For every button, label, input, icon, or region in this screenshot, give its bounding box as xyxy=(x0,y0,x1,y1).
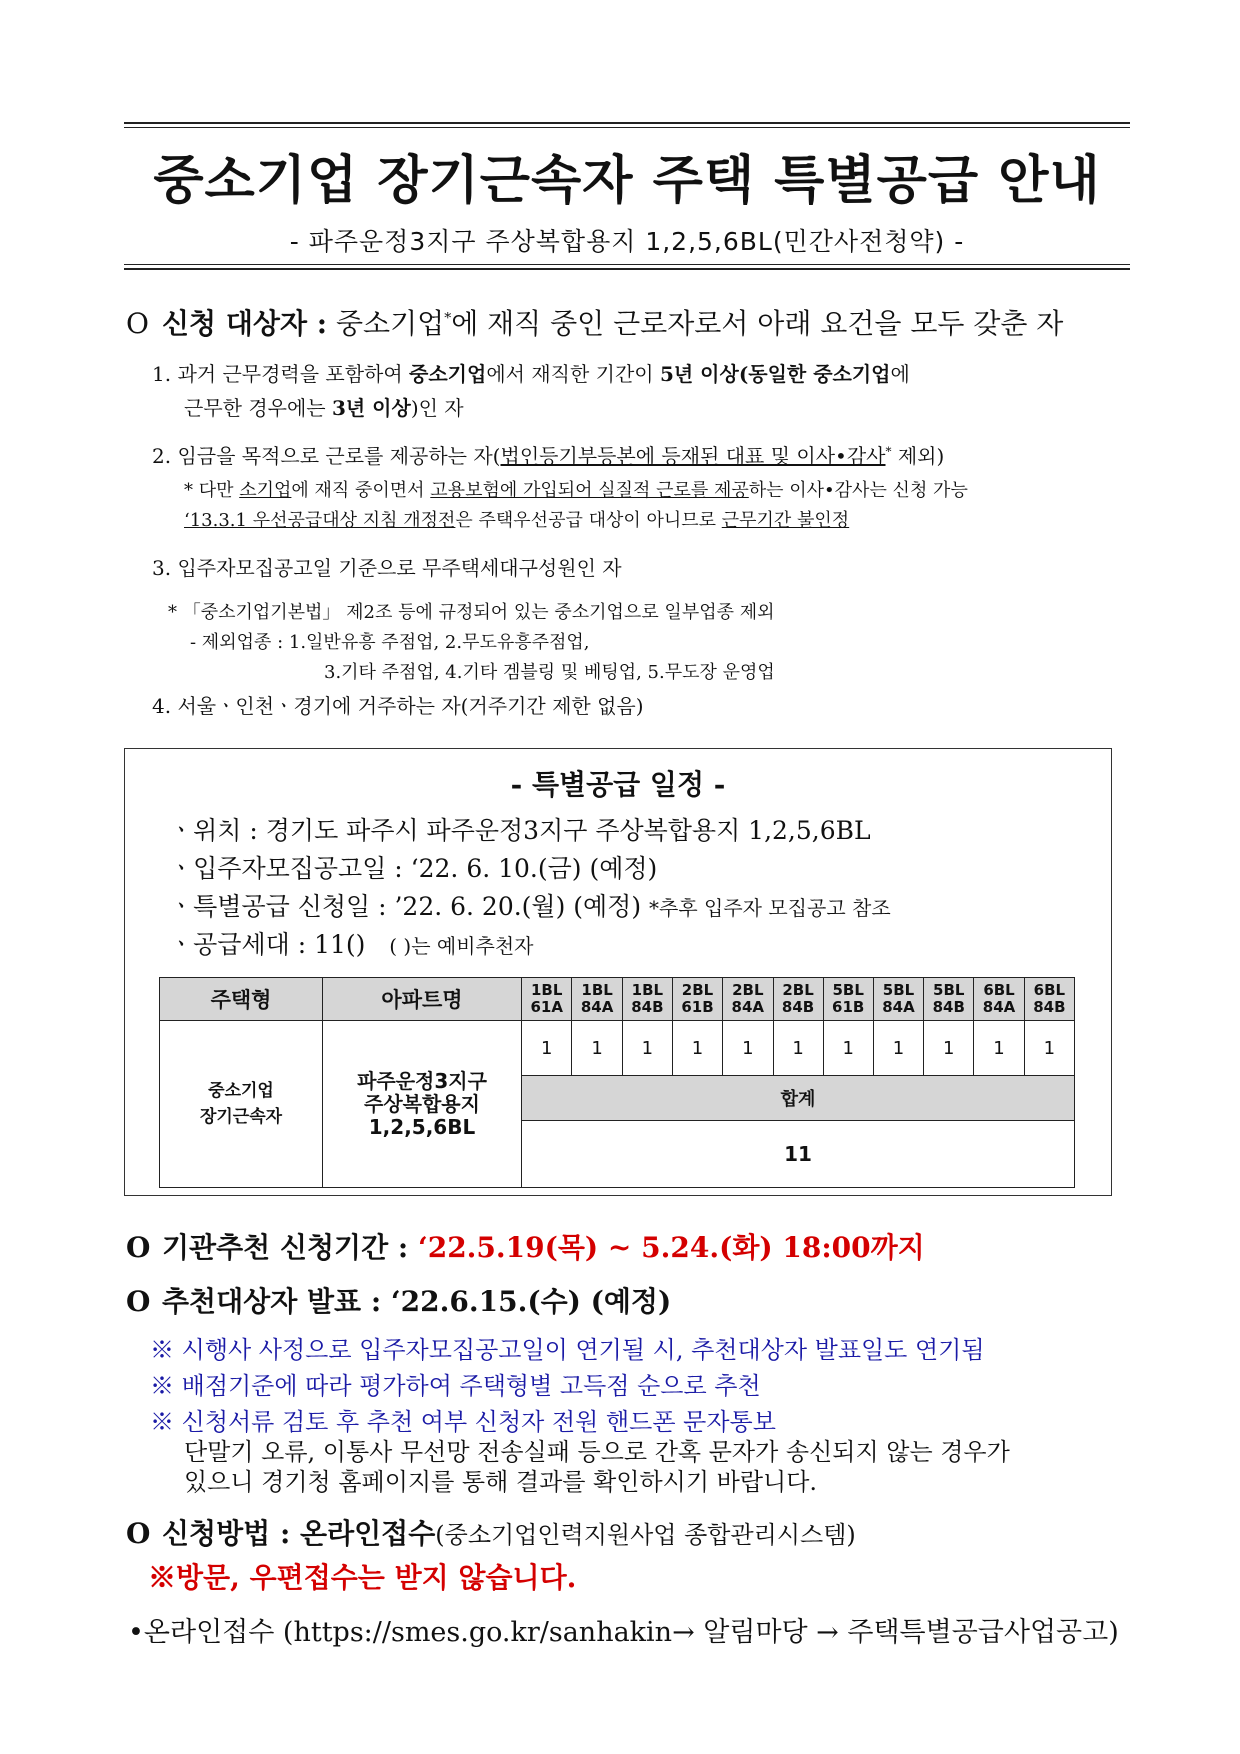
page-subtitle: - 파주운정3지구 주상복합용지 1,2,5,6BL(민간사전청약) - xyxy=(289,227,965,256)
header-unit: 5BL 61B xyxy=(823,978,873,1021)
section-marker: O xyxy=(126,307,149,340)
footnote-excluded-2: 3.기타 주점업, 4.기타 겜블링 및 베팅업, 5.무도장 운영업 xyxy=(324,662,775,683)
cell-count: 1 xyxy=(773,1021,823,1076)
note-postpone: ※ 시행사 사정으로 입주자모집공고일이 연기될 시, 추천대상자 발표일도 연기됨 xyxy=(150,1336,985,1364)
cell-count: 1 xyxy=(622,1021,672,1076)
schedule-households: ㆍ공급세대 : 11() ( )는 예비추천자 xyxy=(169,930,534,959)
cell-apartment-name: 파주운정3지구 주상복합용지 1,2,5,6BL xyxy=(323,1021,522,1188)
header-unit: 2BL 84B xyxy=(773,978,823,1021)
schedule-apply-date: ㆍ특별공급 신청일 : ’22. 6. 20.(월) (예정) *추후 입주자 모집공고 참조 xyxy=(169,892,891,921)
footnote-excluded: - 제외업종 : 1.일반유흥 주점업, 2.무도유흥주점업, xyxy=(190,632,590,653)
method-warning: ※방문, 우편접수는 받지 않습니다. xyxy=(148,1561,577,1594)
top-rule-1 xyxy=(124,122,1130,124)
cell-count: 1 xyxy=(522,1021,572,1076)
supply-table xyxy=(159,977,1075,1188)
header-unit: 6BL 84B xyxy=(1024,978,1074,1021)
footnote-sme-law: * 「중소기업기본법」 제2조 등에 규정되어 있는 중소기업으로 일부업종 제외 xyxy=(168,602,775,623)
header-unit: 5BL 84A xyxy=(873,978,923,1021)
section-applicants: O 신청 대상자 : 중소기업*에 재직 중인 근로자로서 아래 요건을 모두 갖춘 자 xyxy=(126,307,1064,340)
method-online-link[interactable]: •온라인접수 (https://smes.go.kr/sanhakin→ 알림마당 → 주택특별공급사업공고) xyxy=(128,1617,1119,1648)
table-header-row xyxy=(160,978,1075,1021)
note-sms-detail-2: 있으니 경기청 홈페이지를 통해 결과를 확인하시기 바랍니다. xyxy=(184,1468,818,1496)
cell-count: 1 xyxy=(924,1021,974,1076)
header-unit: 2BL 61B xyxy=(672,978,722,1021)
bottom-rule-2 xyxy=(124,268,1130,270)
section-application-period: O 기관추천 신청기간 : ‘22.5.19(목) ~ 5.24.(화) 18:00까지 xyxy=(126,1231,925,1264)
requirement-2-note2: ‘13.3.1 우선공급대상 지침 개정전은 주택우선공급 대상이 아니므로 근무기간 불인정 xyxy=(184,510,850,531)
cell-sum-value: 11 xyxy=(522,1121,1075,1188)
cell-sum-label: 합계 xyxy=(522,1076,1075,1121)
header-unit: 1BL 84B xyxy=(622,978,672,1021)
requirement-2-note1: * 다만 소기업에 재직 중이면서 고용보험에 가입되어 실질적 근로를 제공하는 이사•감사는 신청 가능 xyxy=(184,480,968,501)
cell-count: 1 xyxy=(974,1021,1024,1076)
cell-count: 1 xyxy=(672,1021,722,1076)
note-sms: ※ 신청서류 검토 후 추천 여부 신청자 전원 핸드폰 문자통보 xyxy=(150,1408,776,1436)
schedule-notice-date: ㆍ입주자모집공고일 : ‘22. 6. 10.(금) (예정) xyxy=(169,854,658,883)
cell-count: 1 xyxy=(723,1021,773,1076)
cell-count: 1 xyxy=(873,1021,923,1076)
schedule-location: ㆍ위치 : 경기도 파주시 파주운정3지구 주상복합용지 1,2,5,6BL xyxy=(169,816,871,845)
requirement-2: 2. 임금을 목적으로 근로를 제공하는 자(법인등기부등본에 등재된 대표 및 이사•감사* 제외) xyxy=(152,444,945,468)
header-apartment-name: 아파트명 xyxy=(323,978,522,1021)
cell-housing-type: 중소기업 장기근속자 xyxy=(160,1021,323,1188)
requirement-1-line1: 1. 과거 근무경력을 포함하여 중소기업에서 재직한 기간이 5년 이상(동일한 중소기업에 xyxy=(152,362,910,386)
requirement-4: 4. 서울ㆍ인천ㆍ경기에 거주하는 자(거주기간 제한 없음) xyxy=(152,694,644,718)
cell-count: 1 xyxy=(823,1021,873,1076)
note-scoring: ※ 배점기준에 따라 평가하여 주택형별 고득점 순으로 추천 xyxy=(150,1372,761,1400)
header-unit: 6BL 84A xyxy=(974,978,1024,1021)
schedule-box xyxy=(124,748,1112,1196)
note-sms-detail-1: 단말기 오류, 이통사 무선망 전송실패 등으로 간혹 문자가 송신되지 않는 경우가 xyxy=(184,1438,1010,1466)
requirement-3: 3. 입주자모집공고일 기준으로 무주택세대구성원인 자 xyxy=(152,556,622,580)
requirement-1-line2: 근무한 경우에는 3년 이상)인 자 xyxy=(184,396,464,420)
schedule-title: - 특별공급 일정 - xyxy=(510,768,726,801)
table-row xyxy=(160,1021,1075,1076)
section-announcement: O 추천대상자 발표 : ‘22.6.15.(수) (예정) xyxy=(126,1285,672,1318)
cell-count: 1 xyxy=(572,1021,622,1076)
header-unit: 1BL 61A xyxy=(522,978,572,1021)
section-label: 신청 대상자 : xyxy=(162,307,328,340)
cell-count: 1 xyxy=(1024,1021,1074,1076)
page-title: 중소기업 장기근속자 주택 특별공급 안내 xyxy=(153,151,1101,211)
header-housing-type: 주택형 xyxy=(160,978,323,1021)
header-unit: 2BL 84A xyxy=(723,978,773,1021)
top-rule-2 xyxy=(124,127,1130,128)
bottom-rule-1 xyxy=(124,264,1130,265)
header-unit: 1BL 84A xyxy=(572,978,622,1021)
header-unit: 5BL 84B xyxy=(924,978,974,1021)
section-method: O 신청방법 : 온라인접수(중소기업인력지원사업 종합관리시스템) xyxy=(126,1517,856,1550)
